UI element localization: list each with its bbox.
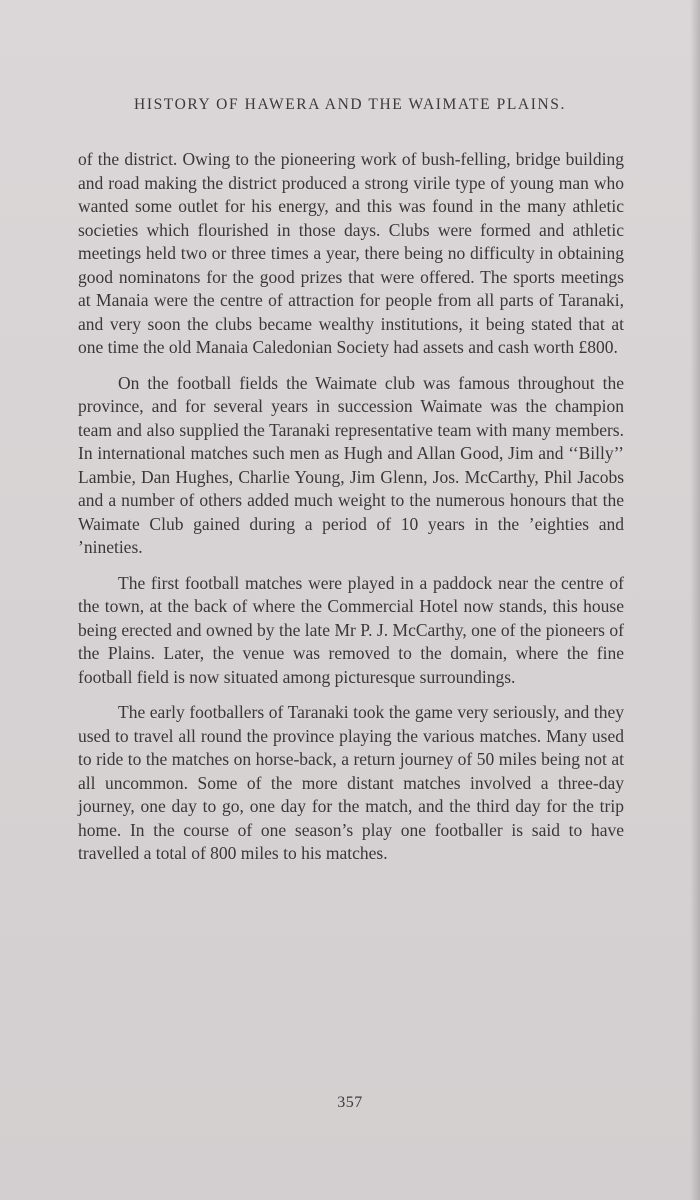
page-edge-shadow — [690, 0, 700, 1200]
body-text — [78, 148, 624, 878]
page-number: 357 — [337, 1094, 363, 1111]
paragraph-continuation: of the district. Owing to the pioneering work of bush-felling, bridge building and road making the district produced a strong virile type of young man who wanted some outlet for his energy, and this was found in the many athletic societies which flourished in those days. Clubs were formed and athletic meetings held two or three times a year, there being no difficulty in obtaining good nominatons for the good prizes that were offered. The sports meetings at Manaia were the centre of attraction for people from all parts of Taranaki, and very soon the clubs became wealthy institutions, it being stated that at one time the old Manaia Caledonian Society had assets and cash worth £800. — [78, 149, 624, 357]
running-title: HISTORY OF HAWERA AND THE WAIMATE PLAINS. — [134, 96, 566, 113]
paragraph-early-footballers: The early footballers of Taranaki took the game very seriously, and they used to travel all round the province playing the various matches. Many used to ride to the matches on horse-back, a return journey of 50 miles being not at all uncommon. Some of the more distant matches involved a three-day journey, one day to go, one day for the match, and the third day for the trip home. In the course of one season’s play one footballer is said to have travelled a total of 800 miles to his matches. — [78, 702, 624, 863]
paragraph-football-fields: On the football fields the Waimate club was famous throughout the province, and for several years in succession Waimate was the champion team and also supplied the Taranaki representative team with many members. In international matches such men as Hugh and Allan Good, Jim and ‘‘Billy’’ Lambie, Dan Hughes, Charlie Young, Jim Glenn, Jos. McCarthy, Phil Jacobs and a number of others added much weight to the numerous honours that the Waimate Club gained during a period of 10 years in the ’eighties and ’nineties. — [78, 372, 624, 557]
paragraph-first-matches: The first football matches were played in a paddock near the centre of the town, at the back of where the Commercial Hotel now stands, this house being erected and owned by the late Mr P. J. McCarthy, one of the pioneers of the Plains. Later, the venue was removed to the domain, where the fine football field is now situated among picturesque surroundings. — [78, 572, 624, 687]
